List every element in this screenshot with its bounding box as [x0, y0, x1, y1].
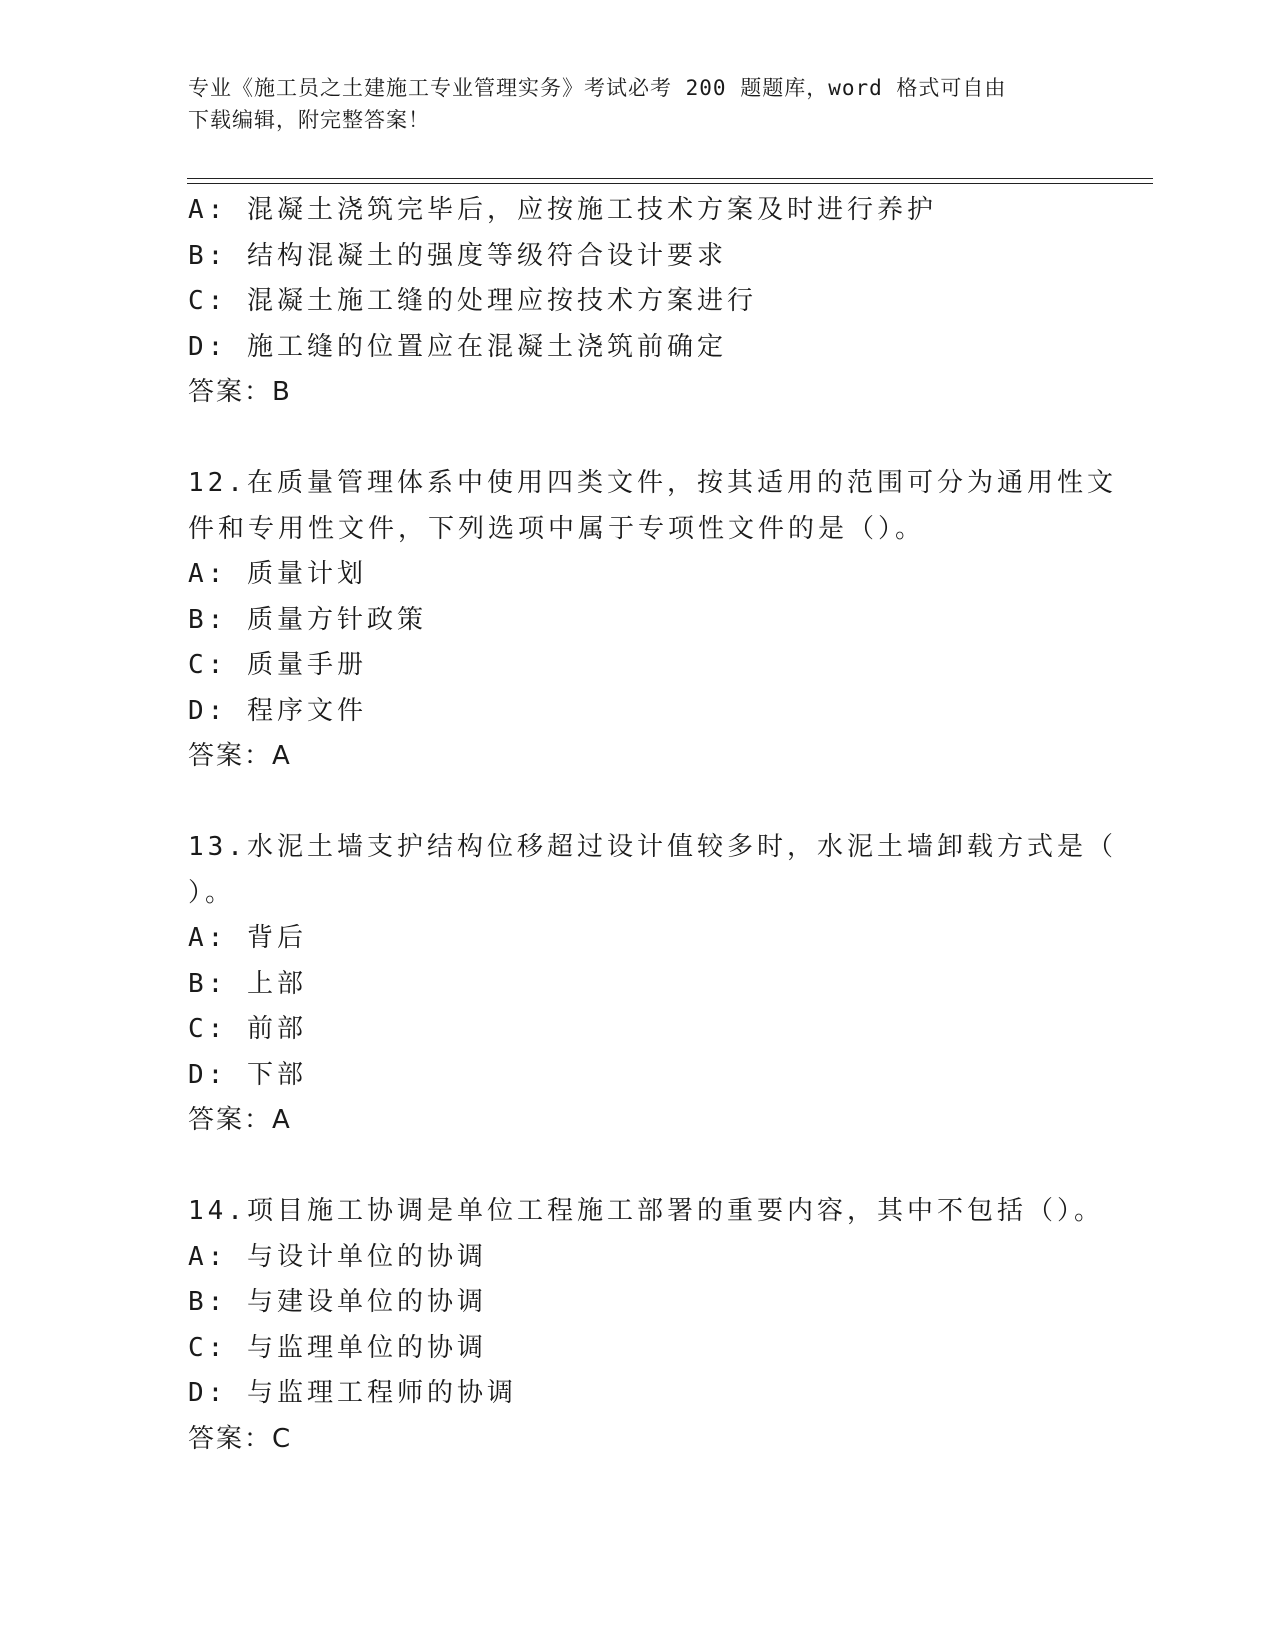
option-b: B: 与建设单位的协调: [188, 1287, 487, 1317]
answer: 答案：A: [188, 1105, 292, 1135]
header-divider-thick: [187, 178, 1153, 179]
option-c: C: 与监理单位的协调: [188, 1332, 487, 1363]
question-14: [188, 1189, 1104, 1462]
option-c: C: 质量手册: [188, 650, 367, 680]
option-b: B: 上部: [188, 968, 307, 999]
spacer: [188, 780, 1088, 826]
question-text-line-1: 14.项目施工协调是单位工程施工部署的重要内容，其中不包括（）。: [188, 1196, 1104, 1226]
option-b: B: 结构混凝土的强度等级符合设计要求: [188, 240, 727, 271]
option-d: D: 程序文件: [188, 695, 367, 726]
answer: 答案：B: [188, 377, 292, 407]
question-text-line-1: 12.在质量管理体系中使用四类文件，按其适用的范围可分为通用性文: [188, 468, 1117, 498]
answer: 答案：A: [188, 741, 292, 771]
document-header: [188, 72, 1068, 136]
question-13: [188, 825, 1117, 1144]
header-line-1: 专业《施工员之土建施工专业管理实务》考试必考 200 题题库，word 格式可自由: [188, 76, 1007, 100]
option-b: B: 质量方针政策: [188, 604, 427, 635]
question-11: [188, 188, 1088, 416]
answer: 答案：C: [188, 1423, 293, 1454]
question-text-line-2: ）。: [188, 877, 236, 908]
header-divider-thin: [187, 183, 1153, 184]
spacer: [188, 1144, 1088, 1190]
header-line-2: 下载编辑，附完整答案！: [188, 108, 430, 132]
spacer: [188, 416, 1088, 462]
option-d: D: 与监理工程师的协调: [188, 1378, 517, 1408]
question-12: [188, 461, 1117, 780]
option-a: A: 质量计划: [188, 559, 367, 589]
option-d: D: 下部: [188, 1059, 307, 1090]
option-a: A: 背后: [188, 923, 307, 953]
question-text-line-1: 13.水泥土墙支护结构位移超过设计值较多时，水泥土墙卸载方式是（: [188, 832, 1117, 862]
option-a: A: 混凝土浇筑完毕后，应按施工技术方案及时进行养护: [188, 195, 937, 225]
option-c: C: 前部: [188, 1014, 307, 1044]
question-content: [188, 188, 1117, 1462]
option-c: C: 混凝土施工缝的处理应按技术方案进行: [188, 286, 757, 316]
option-a: A: 与设计单位的协调: [188, 1241, 487, 1272]
question-text-line-2: 件和专用性文件，下列选项中属于专项性文件的是（）。: [188, 513, 926, 544]
option-d: D: 施工缝的位置应在混凝土浇筑前确定: [188, 331, 727, 362]
